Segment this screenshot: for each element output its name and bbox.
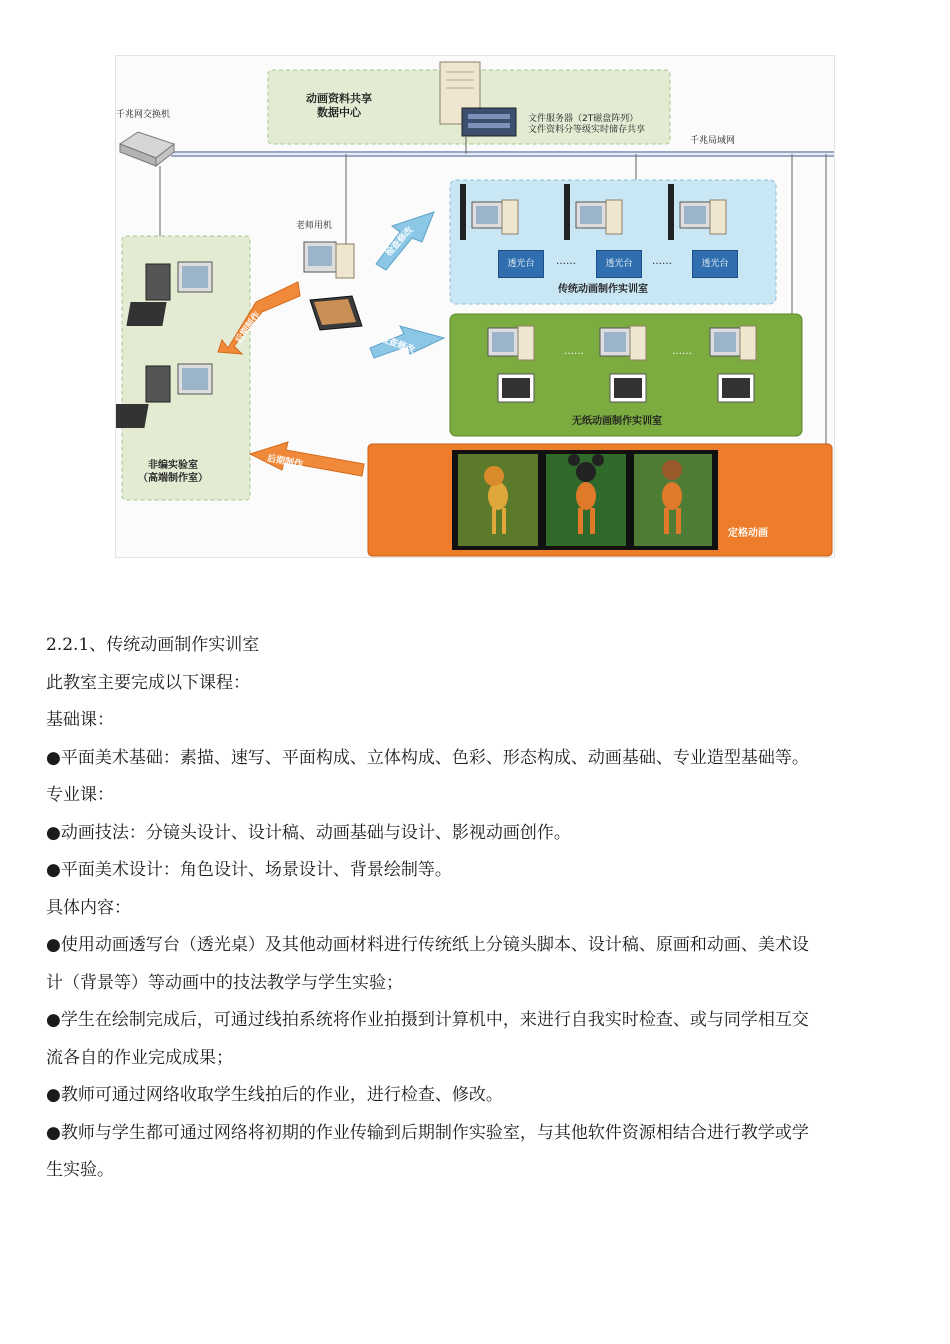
file-server-label: 文件服务器（2T磁盘阵列） 文件资料分等级实时储存共享 <box>528 114 646 136</box>
stopmotion-frames <box>452 450 718 550</box>
disk-array-icon <box>462 108 516 136</box>
ellipsis-text: …… <box>556 256 576 267</box>
paperless-room-label: 无纸动画制作实训室 <box>572 416 662 427</box>
basic-course-item: ●平面美术基础：素描、速写、平面构成、立体构成、色彩、形态构成、动画基础、专业造型基础等。 <box>46 747 809 768</box>
network-diagram <box>115 55 835 558</box>
basic-course-title: 基础课： <box>46 710 114 730</box>
content-item-line: ●教师可通过网络收取学生线拍后的作业，进行检查、修改。 <box>46 1085 503 1105</box>
arrow-post-label: 后期制作 <box>234 310 263 346</box>
content-item-line: 生实验。 <box>46 1160 114 1180</box>
arrow-post-label: 后期制作 <box>266 454 304 471</box>
switch-icon <box>120 132 174 166</box>
lightbox-label: 透光台 <box>498 250 544 278</box>
gigabit-lan-label: 千兆局域网 <box>690 136 736 146</box>
lightbox-label: 透光台 <box>692 250 738 278</box>
ellipsis-text: …… <box>652 256 672 267</box>
data-center-label: 动画资料共享 数据中心 <box>306 92 372 119</box>
teacher-pc-label: 老师用机 <box>296 221 333 231</box>
section-heading: 2.2.1、传统动画制作实训室 <box>46 635 260 655</box>
content-item-line: ●教师与学生都可通过网络将初期的作业传输到后期制作实验室，与其他软件资源相结合进行教学或学 <box>46 1122 809 1143</box>
ellipsis-text: …… <box>564 346 584 357</box>
nonlinear-room-label: 非编实验室 （高端制作室） <box>138 460 208 484</box>
stopmotion-label: 定格动画 <box>728 528 768 539</box>
teacher-pc-icon <box>304 242 362 330</box>
pro-course-item: ●动画技法：分镜头设计、设计稿、动画基础与设计、影视动画创作。 <box>46 822 571 843</box>
intro-line: 此教室主要完成以下课程： <box>46 672 250 693</box>
pro-course-item: ●平面美术设计：角色设计、场景设计、背景绘制等。 <box>46 860 452 880</box>
arrow-check-label: 检查修改 <box>378 334 416 356</box>
content-item-line: 流各自的作业完成成果； <box>46 1047 233 1068</box>
body-text <box>46 627 916 1190</box>
content-title: 具体内容： <box>46 897 131 918</box>
arrow-check-label: 检查修改 <box>384 225 416 259</box>
content-item-line: 计（背景等）等动画中的技法教学与学生实验； <box>46 972 403 993</box>
lightbox-label: 透光台 <box>596 250 642 278</box>
content-item-line: ●使用动画透写台（透光桌）及其他动画材料进行传统纸上分镜头脚本、设计稿、原画和动画、美术设 <box>46 935 809 955</box>
gigabit-switch-label: 千兆网交换机 <box>116 110 171 120</box>
ellipsis-text: …… <box>672 346 692 357</box>
pro-course-title: 专业课： <box>46 785 114 805</box>
traditional-room-label: 传统动画制作实训室 <box>558 284 648 295</box>
diagram-graphics <box>116 56 836 559</box>
content-item-line: ●学生在绘制完成后，可通过线拍系统将作业拍摄到计算机中，来进行自我实时检查、或与同学相互交 <box>46 1010 809 1030</box>
